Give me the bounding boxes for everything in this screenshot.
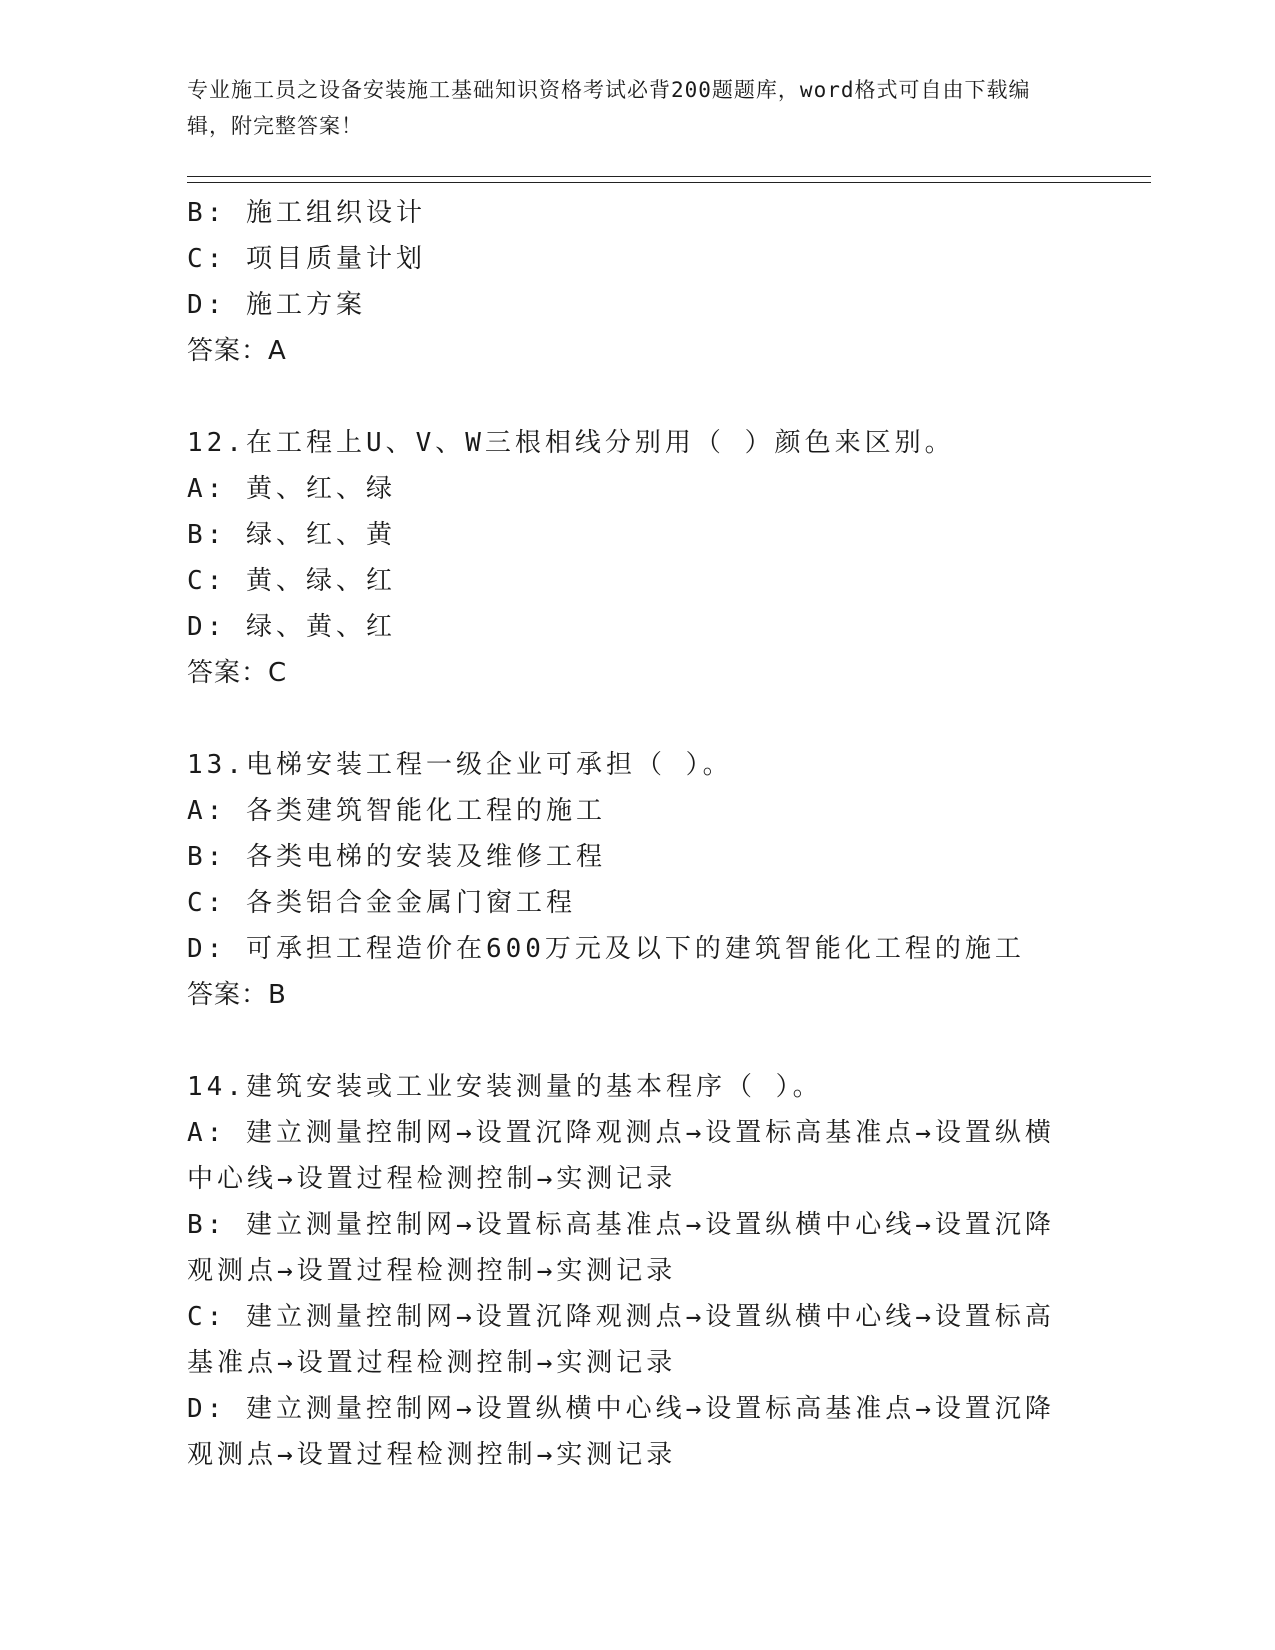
document-header: 专业施工员之设备安装施工基础知识资格考试必背200题题库，word格式可自由下载编辑，附完整答案！ <box>187 78 1031 138</box>
answer-line: 答案：C <box>187 658 288 688</box>
option-a: A: 黄、红、绿 <box>187 474 396 504</box>
answer-line: 答案：A <box>187 336 287 366</box>
question-stem: 12.在工程上U、V、W三根相线分别用（ ）颜色来区别。 <box>187 428 955 458</box>
option-c: C: 项目质量计划 <box>187 244 426 274</box>
answer-line: 答案：B <box>187 980 287 1010</box>
question-body <box>187 190 1087 1478</box>
option-d: D: 可承担工程造价在600万元及以下的建筑智能化工程的施工 <box>187 934 1025 964</box>
option-a: A: 建立测量控制网→设置沉降观测点→设置标高基准点→设置纵横中心线→设置过程检测控制→实测记录 <box>187 1118 1055 1194</box>
option-c: C: 黄、绿、红 <box>187 566 396 596</box>
option-b: B: 绿、红、黄 <box>187 520 396 550</box>
option-d: D: 绿、黄、红 <box>187 612 396 642</box>
option-d: D: 施工方案 <box>187 290 366 320</box>
header-rule-bottom <box>187 182 1151 183</box>
option-b: B: 各类电梯的安装及维修工程 <box>187 842 606 872</box>
option-c: C: 各类铝合金金属门窗工程 <box>187 888 576 918</box>
question-stem: 14.建筑安装或工业安装测量的基本程序（ ）。 <box>187 1072 823 1102</box>
header-rule-top <box>187 176 1151 177</box>
question-stem: 13.电梯安装工程一级企业可承担（ ）。 <box>187 750 733 780</box>
option-a: A: 各类建筑智能化工程的施工 <box>187 796 606 826</box>
option-d: D: 建立测量控制网→设置纵横中心线→设置标高基准点→设置沉降观测点→设置过程检测控制→实测记录 <box>187 1394 1055 1470</box>
option-c: C: 建立测量控制网→设置沉降观测点→设置纵横中心线→设置标高基准点→设置过程检测控制→实测记录 <box>187 1302 1055 1378</box>
option-b: B: 建立测量控制网→设置标高基准点→设置纵横中心线→设置沉降观测点→设置过程检测控制→实测记录 <box>187 1210 1055 1286</box>
option-b: B: 施工组织设计 <box>187 198 426 228</box>
